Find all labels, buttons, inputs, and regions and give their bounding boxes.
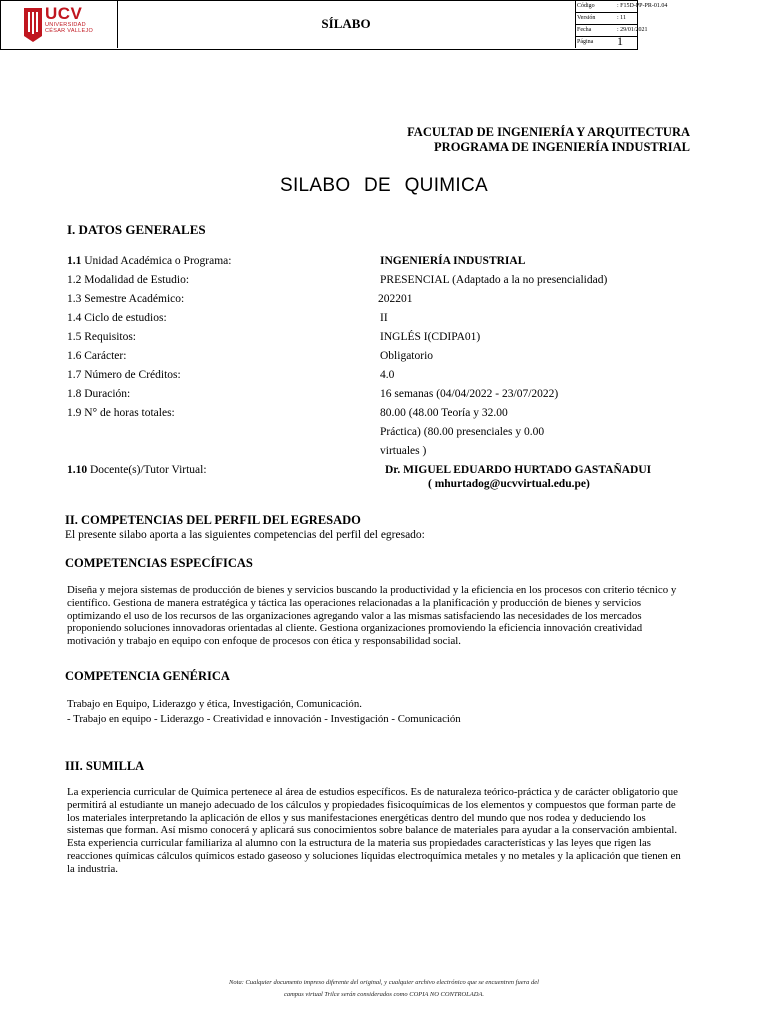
footer-line: Nota: Cualquier documento impreso diferente del original, y cualquier archivo electrónico que se encuentren fuera del (229, 979, 539, 986)
data-row-value: 4.0 (380, 369, 395, 381)
data-row-value: INGENIERÍA INDUSTRIAL (380, 255, 526, 267)
data-row-label: 1.6 Carácter: (67, 350, 127, 362)
data-row-label: 1.1 Unidad Académica o Programa: (67, 255, 232, 267)
hours-continuation: Práctica) (80.00 presenciales y 0.00 (380, 426, 545, 438)
footer-note (150, 977, 618, 1001)
teacher-label: 1.10 Docente(s)/Tutor Virtual: (67, 464, 207, 476)
text-line: motivación y trabajo en equipo con enfoque de procesos con ética y responsabilidad social. (67, 635, 461, 648)
text-line: Trabajo en Equipo, Liderazgo y ética, Investigación, Comunicación. (67, 698, 362, 710)
footer-line: campus virtual Trilce serán considerados como COPIA NO CONTROLADA. (283, 991, 485, 998)
text-line: optimizando el uso de los recursos de las organizaciones agregando valor a las mismas satisfaciendo las necesidades de los mercados (67, 609, 642, 622)
data-row-value: 16 semanas (04/04/2022 - 23/07/2022) (380, 388, 559, 400)
header-meta (575, 0, 668, 48)
logo-subtitle-2: CÉSAR VALLEJO (45, 28, 94, 34)
section-2-intro: El presente silabo aporta a las siguientes competencias del perfil del egresado: (65, 529, 425, 541)
data-row-value: PRESENCIAL (Adaptado a la no presencialidad) (380, 274, 608, 286)
text-line: permitirá al estudiante un manejo adecuado de los cálculos y propiedades fisicoquímicas de los elementos y compuestos que forman parte de (67, 798, 676, 811)
meta-value: : F15D-PP-PR-01.04 (617, 3, 668, 9)
faculty-name: FACULTAD DE INGENIERÍA Y ARQUITECTURA (407, 125, 690, 139)
faculty-block (300, 125, 690, 155)
teacher-email: ( mhurtadog@ucvvirtual.edu.pe) (428, 478, 590, 490)
text-line: proponiendo soluciones innovadoras orientadas al cliente. Gestiona organizaciones promoviendo la eficiencia innovación creatividad (67, 622, 643, 635)
section-2-heading: II. COMPETENCIAS DEL PERFIL DEL EGRESADO (65, 513, 361, 527)
data-row-label: 1.5 Requisitos: (67, 331, 137, 343)
generic-competency-text (67, 697, 700, 727)
data-row-value: Obligatorio (380, 350, 434, 362)
meta-key: Código (577, 3, 595, 9)
text-line: sistemas que forman. Así mismo conocerá y aplicará sus conocimientos sobre balance de materiales para ayudar a la conservación ambiental. (67, 824, 678, 837)
data-row-label: 1.2 Modalidad de Estudio: (67, 274, 190, 286)
document-header (0, 0, 668, 50)
data-row-value: 80.00 (48.00 Teoría y 32.00 (380, 407, 508, 419)
meta-key: Página (577, 39, 594, 45)
program-name: PROGRAMA DE INGENIERÍA INDUSTRIAL (434, 140, 690, 154)
data-row-label: 1.3 Semestre Académico: (67, 293, 185, 305)
specific-competencies-text (67, 584, 700, 648)
document-title: SILABO DE QUIMICA (280, 175, 488, 196)
data-row-label: 1.4 Ciclo de estudios: (67, 312, 167, 324)
meta-value: : 29/01/2021 (617, 27, 648, 33)
hours-continuation: virtuales ) (380, 445, 427, 457)
text-line: Esta experiencia curricular familiariza al alumno con la estructura de la materia sus propiedades características y las leyes que rigen las (67, 837, 651, 850)
text-line: - Trabajo en equipo - Liderazgo - Creatividad e innovación - Investigación - Comunicación (67, 713, 461, 725)
data-row-value: 202201 (378, 293, 413, 305)
section-1-heading: I. DATOS GENERALES (67, 222, 206, 237)
meta-value: : 11 (617, 15, 626, 21)
meta-row (575, 36, 637, 48)
meta-key: Versión (577, 15, 596, 21)
header-title: SÍLABO (117, 0, 576, 48)
text-line: Diseña y mejora sistemas de producción de bienes y servicios buscando la productividad y la eficiencia en los procesos con criterio técnico y (67, 584, 677, 596)
text-line: reacciones químicas cálculos químicos estado gaseoso y soluciones líquidas electroquímica metales y no metales y la aplicación que tienen en (67, 849, 681, 862)
data-row-value: INGLÉS I(CDIPA01) (380, 331, 481, 343)
logo-text (45, 6, 93, 34)
data-row-value: II (380, 312, 388, 324)
logo-cell (0, 0, 118, 48)
generic-competency-heading: COMPETENCIA GENÉRICA (65, 669, 230, 683)
page-number: 1 (617, 34, 623, 48)
sumilla-text (67, 786, 700, 876)
text-line: científico. Gestiona de manera estratégica y táctica las operaciones relacionadas a la planificación y producción de bienes y servicios (67, 596, 642, 609)
logo-ucv: UCV (45, 4, 83, 23)
data-row-label: 1.7 Número de Créditos: (67, 369, 181, 381)
text-line: La experiencia curricular de Química pertenece al área de estudios específicos. Es de naturaleza teórico-práctica y de carácter obligatorio que (67, 786, 678, 798)
ucv-logo-icon (24, 6, 42, 42)
logo-subtitle-1: UNIVERSIDAD (45, 22, 86, 28)
specific-competencies-heading: COMPETENCIAS ESPECÍFICAS (65, 556, 253, 570)
section-3-heading: III. SUMILLA (65, 759, 145, 773)
data-row-label: 1.8 Duración: (67, 388, 131, 400)
text-line: los materiales interpretando la aplicación de ellos y sus manifestaciones energéticas dentro del mundo que nos rodea y deduciendo los (67, 811, 646, 824)
meta-key: Fecha (577, 27, 592, 33)
teacher-name: Dr. MIGUEL EDUARDO HURTADO GASTAÑADUI (385, 464, 652, 476)
data-row-label: 1.9 N° de horas totales: (67, 407, 175, 419)
text-line: la industria. (67, 862, 118, 875)
